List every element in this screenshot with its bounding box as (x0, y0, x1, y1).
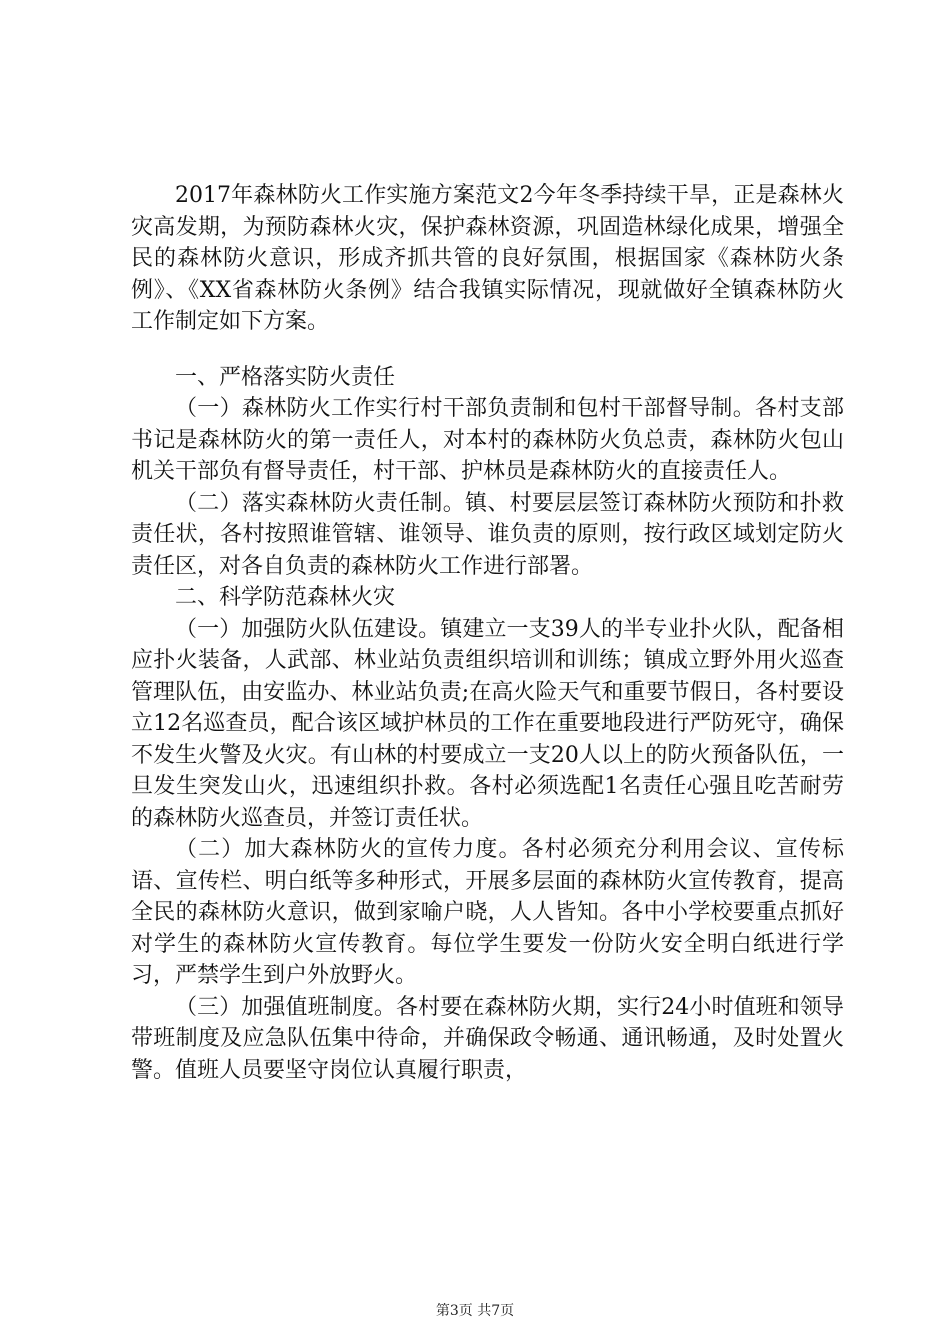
section2-item-2: （二）加大森林防火的宣传力度。各村必须充分利用会议、宣传标语、宣传栏、明白纸等多种形式，开展多层面的森林防火宣传教育，提高全民的森林防火意识，做到家喻户晓，人人皆知。各中小学校要重点抓好对学生的森林防火宣传教育。每位学生要发一份防火安全明白纸进行学习，严禁学生到户外放野火。 (131, 837, 844, 988)
section2-item-1: （一）加强防火队伍建设。镇建立一支39人的半专业扑火队，配备相应扑火装备，人武部、林业站负责组织培训和训练；镇成立野外用火巡查管理队伍，由安监办、林业站负责;在高火险天气和重要节假日，各村要设立12名巡查员，配合该区域护林员的工作在重要地段进行严防死守，确保不发生火警及火灾。有山林的村要成立一支20人以上的防火预备队伍，一旦发生突发山火，迅速组织扑救。各村必须选配1名责任心强且吃苦耐劳的森林防火巡查员，并签订责任状。 (131, 616, 844, 831)
paragraph-gap (131, 338, 844, 362)
section-heading-1: 一、严格落实防火责任 (175, 364, 396, 390)
page-number-footer: 第3页 共7页 (435, 1303, 515, 1319)
section-heading-2: 二、科学防范森林火灾 (175, 585, 396, 610)
section1-item-1: （一）森林防火工作实行村干部负责制和包村干部督导制。各村支部书记是森林防火的第一责任人，对本村的森林防火负总责，森林防火包山机关干部负有督导责任，村干部、护林员是森林防火的直接责任人。 (131, 396, 844, 484)
section1-item-2: （二）落实森林防火责任制。镇、村要层层签订森林防火预防和扑救责任状，各村按照谁管辖、谁领导、谁负责的原则，按行政区域划定防火责任区，对各自负责的森林防火工作进行部署。 (131, 490, 844, 579)
document-body (131, 180, 844, 1086)
intro-paragraph: 2017年森林防火工作实施方案范文2今年冬季持续干旱，正是森林火灾高发期，为预防森林火灾，保护森林资源，巩固造林绿化成果，增强全民的森林防火意识，形成齐抓共管的良好氛围，根据国家《森林防火条例》、《XX省森林防火条例》结合我镇实际情况，现就做好全镇森林防火工作制定如下方案。 (131, 183, 844, 334)
section2-item-3: （三）加强值班制度。各村要在森林防火期，实行24小时值班和领导带班制度及应急队伍集中待命，并确保政令畅通、通讯畅通，及时处置火警。值班人员要坚守岗位认真履行职责， (131, 994, 844, 1083)
